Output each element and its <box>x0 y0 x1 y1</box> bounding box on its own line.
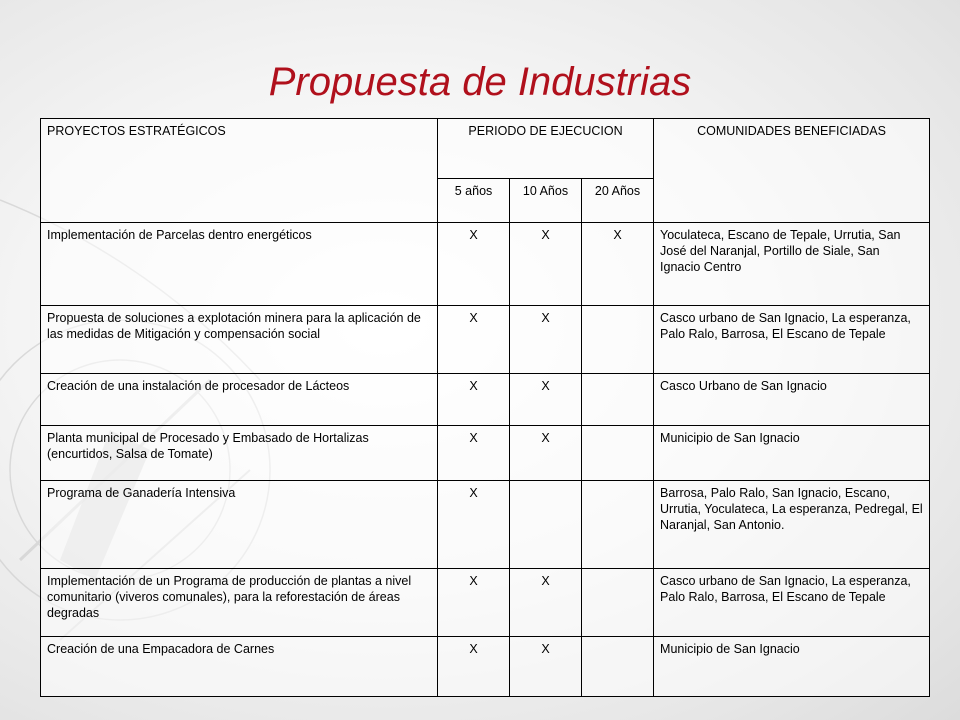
mark-5-years: X <box>438 636 510 696</box>
table-row <box>41 374 930 426</box>
mark-5-years: X <box>438 568 510 636</box>
table-row <box>41 568 930 636</box>
communities-cell: Municipio de San Ignacio <box>654 426 930 481</box>
table-row <box>41 426 930 481</box>
mark-20-years <box>582 306 654 374</box>
project-cell: Creación de una Empacadora de Carnes <box>41 636 438 696</box>
mark-5-years: X <box>438 481 510 569</box>
mark-20-years <box>582 636 654 696</box>
table-row <box>41 306 930 374</box>
mark-10-years <box>510 481 582 569</box>
project-cell: Implementación de un Programa de producción de plantas a nivel comunitario (viveros comunales), para la reforestación de áreas degradas <box>41 568 438 636</box>
mark-20-years <box>582 426 654 481</box>
subheader-5-years: 5 años <box>438 179 510 223</box>
table-row <box>41 636 930 696</box>
mark-20-years <box>582 568 654 636</box>
header-period: PERIODO DE EJECUCION <box>438 119 654 179</box>
projects-table <box>40 118 930 697</box>
communities-cell: Yoculateca, Escano de Tepale, Urrutia, San José del Naranjal, Portillo de Siale, San Ignacio Centro <box>654 223 930 306</box>
mark-10-years: X <box>510 223 582 306</box>
mark-20-years: X <box>582 223 654 306</box>
subheader-20-years: 20 Años <box>582 179 654 223</box>
mark-10-years: X <box>510 306 582 374</box>
communities-cell: Casco Urbano de San Ignacio <box>654 374 930 426</box>
table-row <box>41 223 930 306</box>
communities-cell: Municipio de San Ignacio <box>654 636 930 696</box>
table-row <box>41 481 930 569</box>
slide-title: Propuesta de Industrias <box>268 60 692 104</box>
project-cell: Implementación de Parcelas dentro energéticos <box>41 223 438 306</box>
mark-10-years: X <box>510 568 582 636</box>
mark-10-years: X <box>510 636 582 696</box>
project-cell: Creación de una instalación de procesador de Lácteos <box>41 374 438 426</box>
communities-cell: Casco urbano de San Ignacio, La esperanza, Palo Ralo, Barrosa, El Escano de Tepale <box>654 568 930 636</box>
project-cell: Planta municipal de Procesado y Embasado de Hortalizas (encurtidos, Salsa de Tomate) <box>41 426 438 481</box>
project-cell: Programa de Ganadería Intensiva <box>41 481 438 569</box>
mark-20-years <box>582 374 654 426</box>
communities-cell: Barrosa, Palo Ralo, San Ignacio, Escano, Urrutia, Yoculateca, La esperanza, Pedregal, El Naranjal, San Antonio. <box>654 481 930 569</box>
mark-5-years: X <box>438 223 510 306</box>
mark-10-years: X <box>510 426 582 481</box>
subheader-10-years: 10 Años <box>510 179 582 223</box>
mark-10-years: X <box>510 374 582 426</box>
header-projects: PROYECTOS ESTRATÉGICOS <box>41 119 438 223</box>
mark-5-years: X <box>438 374 510 426</box>
mark-5-years: X <box>438 306 510 374</box>
mark-20-years <box>582 481 654 569</box>
mark-5-years: X <box>438 426 510 481</box>
communities-cell: Casco urbano de San Ignacio, La esperanza, Palo Ralo, Barrosa, El Escano de Tepale <box>654 306 930 374</box>
header-communities: COMUNIDADES BENEFICIADAS <box>654 119 930 223</box>
project-cell: Propuesta de soluciones a explotación minera para la aplicación de las medidas de Mitigación y compensación social <box>41 306 438 374</box>
